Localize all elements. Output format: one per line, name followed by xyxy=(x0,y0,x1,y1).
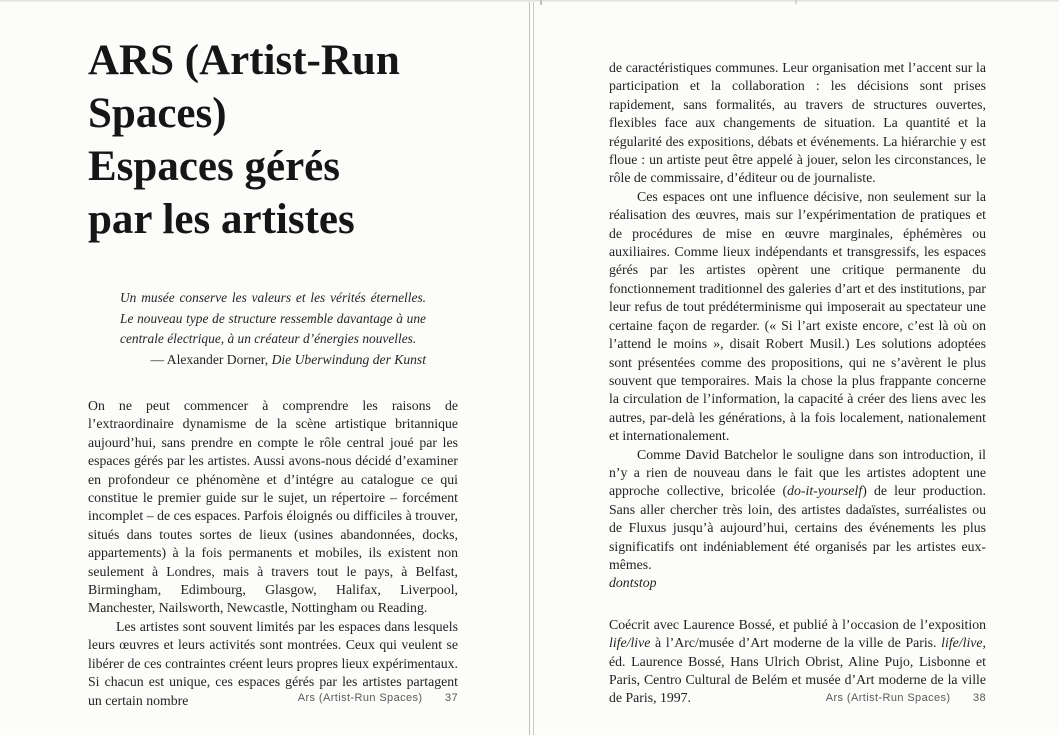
paragraph: Ces espaces ont une influence décisive, non seulement sur la réalisation des œuvres, mais sur l’expérimentation de pratiques et de procédures de mise en œuvre marginales, éphémères ou auxiliaires. Comme lieux indépendants et transgressifs, les espaces gérés par les artistes opèrent une critique permanente du fonctionnement traditionnel des galeries d’art et des institutions, par leur refus de tout prédéterminisme qui imposerait au spectateur une certaine façon de regarder. (« Si l’art existe encore, c’est là où on l’attend le moins », disait Robert Musil.) Les solutions adoptées sont présentées comme des propositions, qui ne s’avèrent le plus souvent que temporaires. Mais la chose la plus frappante concerne la circulation de l’information, la capacité à créer des liens avec les autres, par-delà les générations, à la fois localement, nationalement et internationalement. xyxy=(609,188,986,444)
running-footer-left xyxy=(88,692,458,704)
chapter-title-line: Spaces) xyxy=(88,90,227,137)
running-footer-right xyxy=(609,692,986,704)
running-footer-title: Ars (Artist-Run Spaces) xyxy=(297,692,423,704)
scan-top-edge xyxy=(0,0,1059,2)
paragraph: Les artistes sont souvent limités par les espaces dans lesquels leurs œuvres et leurs activités sont montrées. Ceux qui veulent se libérer de ces contraintes créent leurs propres lieux expérimentaux. Si chacun est unique, ces espaces gérés par les artistes partagent un certain nombre xyxy=(88,618,458,708)
running-footer-title: Ars (Artist-Run Spaces) xyxy=(825,692,951,704)
chapter-title xyxy=(88,34,458,246)
epigraph xyxy=(88,288,426,370)
epigraph-attribution: — Alexander Dorner, Die Uberwindung der Kunst xyxy=(150,351,426,367)
scan-artifact-tick xyxy=(540,0,542,5)
right-page-body xyxy=(609,59,986,708)
chapter-title-line: Espaces gérés xyxy=(88,143,340,190)
paragraph: On ne peut commencer à comprendre les raisons de l’extraordinaire dynamisme de la scène artistique britannique aujourd’hui, sans prendre en compte le rôle central joué par les espaces gérés par les artistes. Aussi avons-nous décidé d’examiner en profondeur ce phénomène et d’intégre au catalogue ce qui constitue le premier guide sur le sujet, un répertoire – forcément incomplet – de ces espaces. Parfois éloignés ou difficiles à trouver, situés dans toutes sortes de lieux (usines abandonnées, docks, appartements) à la fois permanents et mobiles, ils existent non seulement à Londres, mais à travers tout le pays, à Belfast, Birmingham, Edimbourg, Glasgow, Halifax, Liverpool, Manchester, Nailsworth, Newcastle, Nottingham ou Reading. xyxy=(88,398,458,616)
page-number: 37 xyxy=(444,692,458,704)
epigraph-text: Un musée conserve les valeurs et les vérités éternelles. Le nouveau type de structure ressemble davantage à une centrale électrique, à un créateur d’énergies nouvelles. xyxy=(120,290,426,346)
signature-dontstop: dontstop xyxy=(609,575,657,591)
left-page-body xyxy=(88,397,458,710)
paragraph: de caractéristiques communes. Leur organisation met l’accent sur la participation et la collaboration : les décisions sont prises rapidement, sans formalités, au travers de structures ouvertes, flexibles face aux changements de situation. La quantité et la régularité des expositions, débats et événements. La hiérarchie y est floue : un artiste peut être appelé à jouer, selon les circonstances, le rôle de commissaire, d’éditeur ou de journaliste. xyxy=(609,60,986,186)
paragraph: Comme David Batchelor le souligne dans son introduction, il n’y a rien de nouveau dans le fait que les artistes adoptent une approche collective, bricolée (do-it-yourself) de leur production. Sans aller chercher très loin, des artistes dadaïstes, surréalistes ou de Fluxus jusqu’à aujourd’hui, certains des événements les plus significatifs ont indéniablement été organisés par les artistes eux-mêmes. xyxy=(609,446,986,572)
chapter-title-line: ARS (Artist-Run xyxy=(88,37,400,84)
chapter-title-line: par les artistes xyxy=(88,196,355,243)
colophon-note: Coécrit avec Laurence Bossé, et publié à l’occasion de l’exposition life/live à l’Arc/musée d’Art moderne de la ville de Paris. life/live, éd. Laurence Bossé, Hans Ulrich Obrist, Aline Pujo, Lisbonne et Paris, Centro Cultural de Belém et musée d’Art moderne de la ville de Paris, 1997. xyxy=(609,616,986,706)
scan-artifact-tick xyxy=(795,0,797,4)
page-left xyxy=(0,0,529,735)
page-number: 38 xyxy=(972,692,986,704)
page-right xyxy=(534,0,1059,735)
